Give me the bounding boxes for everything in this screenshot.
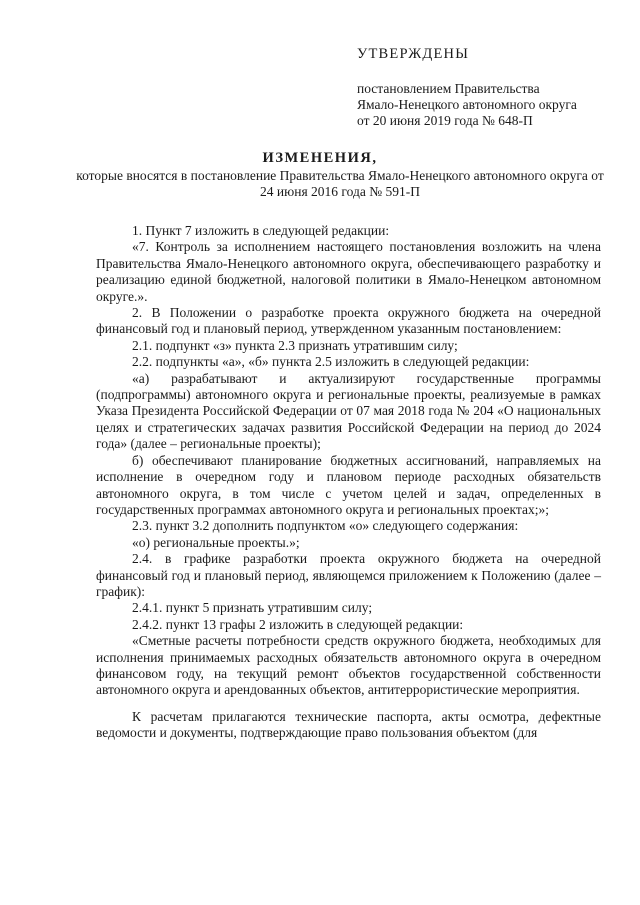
approval-stamp-heading: УТВЕРЖДЕНЫ bbox=[357, 46, 470, 62]
approval-block bbox=[357, 81, 577, 129]
document-subtitle: которые вносятся в постановление Правительства Ямало-Ненецкого автономного округа от 24 июня 2016 года № 591-П bbox=[76, 168, 604, 199]
approval-line: от 20 июня 2019 года № 648-П bbox=[357, 113, 533, 128]
paragraph: 2.1. подпункт «з» пункта 2.3 признать утратившим силу; bbox=[132, 337, 458, 353]
paragraph: «7. Контроль за исполнением настоящего постановления возложить на члена Правительства Ямало-Ненецкого автономного округа, обеспечивающего разработку и реализацию единой бюджетной, налоговой политики в Ямало-Ненецком автономном округе.». bbox=[96, 239, 601, 304]
paragraph: 2.4.2. пункт 13 графы 2 изложить в следующей редакции: bbox=[132, 616, 464, 632]
paragraph: 2.3. пункт 3.2 дополнить подпунктом «о» следующего содержания: bbox=[132, 518, 519, 534]
paragraph: 2. В Положении о разработке проекта окружного бюджета на очередной финансовый год и плановый период, утвержденном указанным постановлением: bbox=[96, 305, 601, 337]
document-body bbox=[96, 223, 601, 742]
paragraph: 2.4. в графике разработки проекта окружного бюджета на очередной финансовый год и плановый период, являющемся приложением к Положению (далее – график): bbox=[96, 551, 601, 599]
paragraph: «а) разрабатывают и актуализируют государственные программы (подпрограммы) автономного округа и региональные проекты, реализуемые в рамках Указа Президента Российской Федерации от 07 мая 2018 года № 204 «О национальных целях и стратегических задачах развития Российской Федерации на период до 2024 года» (далее – региональные проекты); bbox=[96, 370, 601, 452]
approval-line: Ямало-Ненецкого автономного округа bbox=[357, 97, 577, 112]
paragraph: «Сметные расчеты потребности средств окружного бюджета, необходимых для исполнения принимаемых расходных обязательств автономного округа в очередном финансовом году, на текущий ремонт объектов государственной собственности автономного округа и арендованных объектов, антитеррористические мероприятия. bbox=[96, 633, 601, 698]
paragraph: «о) региональные проекты.»; bbox=[132, 534, 300, 550]
paragraph: б) обеспечивают планирование бюджетных ассигнований, направляемых на исполнение в очередном году и плановом периоде расходных обязательств автономного округа, в том числе с учетом целей и задач, определенных в государственных программах автономного округа и региональных проектах;»; bbox=[96, 452, 601, 517]
paragraph: 2.4.1. пункт 5 признать утратившим силу; bbox=[132, 600, 373, 616]
paragraph: 2.2. подпункты «а», «б» пункта 2.5 изложить в следующей редакции: bbox=[132, 354, 530, 370]
paragraph: 1. Пункт 7 изложить в следующей редакции: bbox=[132, 223, 390, 238]
approval-line: постановлением Правительства bbox=[357, 81, 540, 96]
document-title: ИЗМЕНЕНИЯ, bbox=[262, 150, 378, 166]
paragraph: К расчетам прилагаются технические паспорта, акты осмотра, дефектные ведомости и документы, подтверждающие право пользования объектом (для bbox=[96, 708, 601, 741]
